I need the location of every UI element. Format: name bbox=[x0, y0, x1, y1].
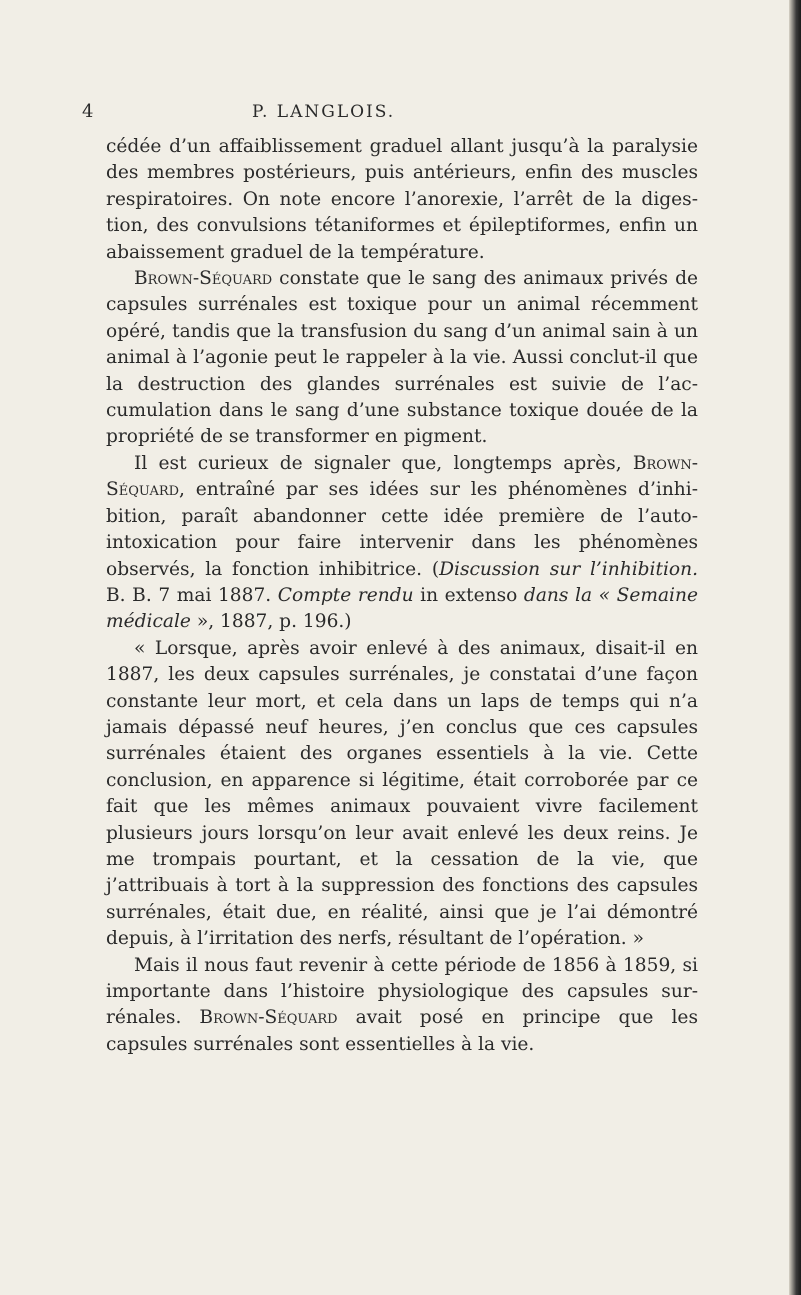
paragraph-5-text-a: Mais il nous faut revenir à cette période de 1856 à 1859, si importante dans l’histoire physiologique des capsules sur-rénales. bbox=[106, 954, 698, 1029]
author-name: Brown-Séquard bbox=[134, 268, 273, 290]
citation-title: Discussion sur l’inhibition. bbox=[439, 558, 698, 580]
author-name: Brown-Séquard bbox=[199, 1007, 338, 1029]
paragraph-3-text-c: B. B. 7 mai 1887. bbox=[106, 584, 278, 606]
body-text bbox=[106, 134, 698, 1058]
paragraph-3-text-e: », 1887, p. 196.) bbox=[190, 611, 352, 633]
paragraph-1 bbox=[106, 134, 698, 266]
paragraph-4-text: « Lorsque, après avoir enlevé à des animaux, disait-il en 1887, les deux capsules surrénales, je constatai d’une façon constante leur mort, et cela dans un laps de temps qui n’a jamais dépassé neuf heures, j’en conclus que ces capsules surrénales étaient des organes essentiels à la vie. Cette conclusion, en apparence si légitime, était corroborée par ce fait que les mêmes animaux pouvaient vivre facilement plusieurs jours lorsqu’on leur avait enlevé les deux reins. Je me trompais pourtant, et la cessation de la vie, que j’attribuais à tort à la suppression des fonctions des capsules surrénales, était due, en réalité, ainsi que je l’ai démontré depuis, à l’irritation des nerfs, résultant de l’opération. » bbox=[106, 637, 698, 950]
running-head: P. LANGLOIS. bbox=[252, 102, 396, 122]
paragraph-3 bbox=[106, 451, 698, 636]
paragraph-3-text-b: , entraîné par ses idées sur les phénomènes d’inhi-bition, paraît abandonner cette idée première de l’auto-intoxication pour faire intervenir dans les phénomènes observés, la fonction inhibitrice. ( bbox=[106, 479, 698, 580]
citation-compte-rendu: Compte rendu bbox=[277, 584, 414, 606]
citation-journal: dans la « Semaine médicale bbox=[106, 584, 698, 633]
paragraph-3-text-a: Il est curieux de signaler que, longtemps après, bbox=[134, 452, 633, 474]
paragraph-2-text: constate que le sang des animaux privés de capsules surrénales est toxique pour un animal récemment opéré, tandis que la transfusion du sang d’un animal sain à un animal à l’agonie peut le rappeler à la vie. Aussi conclut-il que la destruction des glandes surrénales est suivie de l’ac-cumulation dans le sang d’une substance toxique douée de la propriété de se transformer en pigment. bbox=[106, 268, 698, 448]
author-name: Brown-Séquard bbox=[106, 452, 698, 501]
paragraph-4-quote bbox=[106, 636, 698, 953]
page-header bbox=[0, 100, 801, 130]
page-number: 4 bbox=[82, 101, 94, 122]
paragraph-5 bbox=[106, 953, 698, 1059]
paragraph-5-text-b: avait posé en principe que les capsules surrénales sont essentielles à la vie. bbox=[106, 1007, 698, 1055]
paragraph-1-text: cédée d’un affaiblissement graduel allant jusqu’à la paralysie des membres postérieurs, puis antérieurs, enfin des muscles respiratoires. On note encore l’anorexie, l’arrêt de la diges-tion, des convulsions tétaniformes et épileptiformes, enfin un abaissement graduel de la température. bbox=[106, 136, 698, 263]
paragraph-2 bbox=[106, 266, 698, 451]
page-edge-shadow bbox=[789, 0, 801, 1295]
paragraph-3-text-d: in extenso bbox=[413, 584, 524, 606]
